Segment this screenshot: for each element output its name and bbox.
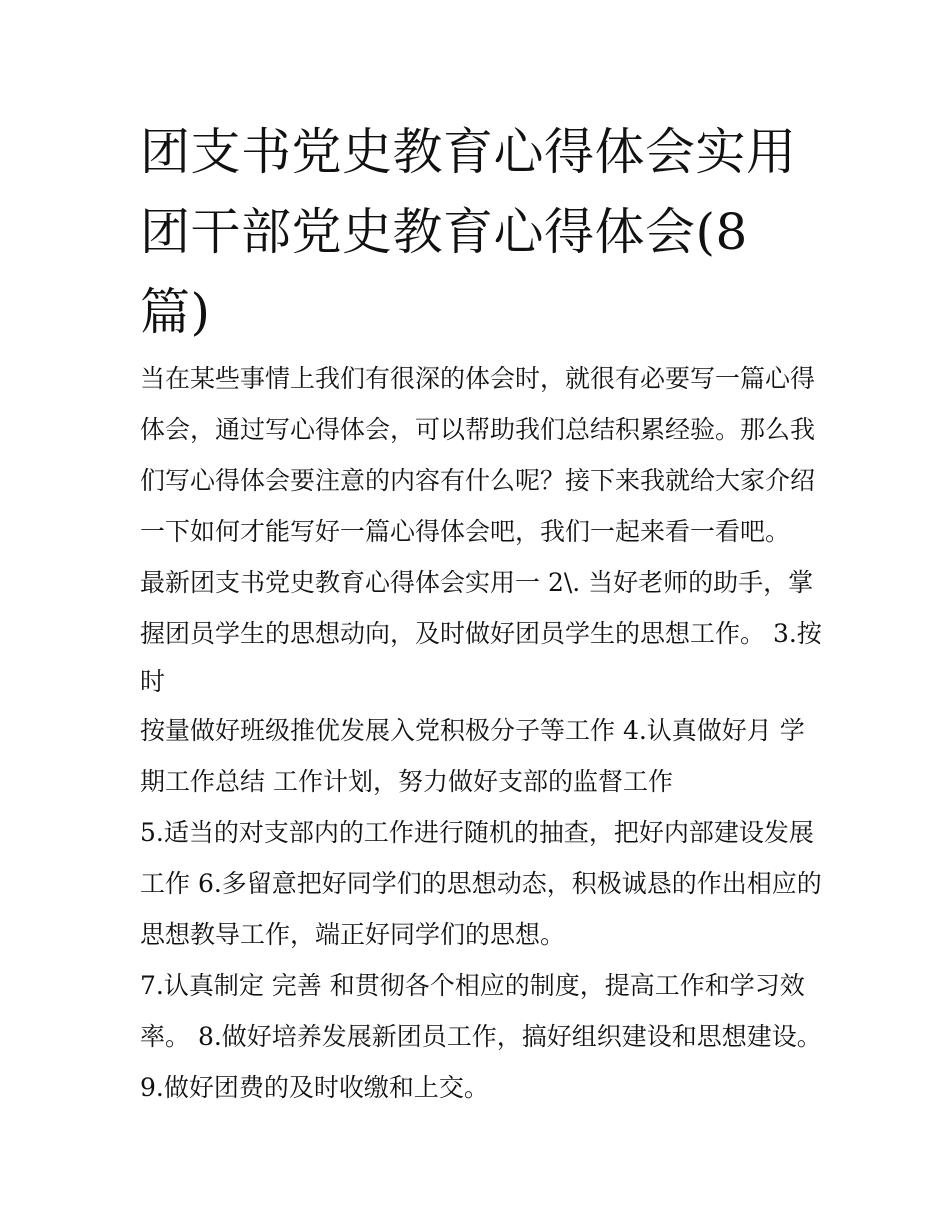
- body-line: 9.做好团费的及时收缴和上交。: [140, 1073, 489, 1102]
- body-line: 握团员学生的思想动向，及时做好团员学生的思想工作。 3.按: [140, 619, 822, 648]
- body-line: 按量做好班级推优发展入党积极分子等工作 4.认真做好月 学: [140, 716, 805, 745]
- body-line: 们写心得体会要注意的内容有什么呢？接下来我就给大家介绍: [140, 466, 816, 495]
- body-line: 时: [140, 667, 166, 696]
- body-line: 工作 6.多留意把好同学们的思想动态，积极诚恳的作出相应的: [140, 869, 822, 898]
- document-title: [140, 112, 820, 352]
- body-line: 5.适当的对支部内的工作进行随机的抽查，把好内部建设发展: [140, 818, 814, 847]
- body-line: 期工作总结 工作计划，努力做好支部的监督工作: [140, 767, 673, 796]
- body-line: 思想教导工作，端正好同学们的思想。: [140, 920, 566, 949]
- title-line: 篇): [140, 283, 211, 341]
- body-line: 一下如何才能写好一篇心得体会吧，我们一起来看一看吧。: [140, 517, 791, 546]
- body-line: 7.认真制定 完善 和贯彻各个相应的制度，提高工作和学习效: [140, 971, 805, 1000]
- title-line: 团干部党史教育心得体会(8: [140, 203, 748, 261]
- title-line: 团支书党史教育心得体会实用: [140, 123, 797, 181]
- body-line: 体会，通过写心得体会，可以帮助我们总结积累经验。那么我: [140, 415, 816, 444]
- body-line: 率。 8.做好培养发展新团员工作，搞好组织建设和思想建设。: [140, 1022, 822, 1051]
- body-line: 最新团支书党史教育心得体会实用一 2\. 当好老师的助手，掌: [140, 568, 814, 597]
- body-line: 当在某些事情上我们有很深的体会时，就很有必要写一篇心得: [140, 364, 816, 393]
- document-body: [140, 353, 830, 1113]
